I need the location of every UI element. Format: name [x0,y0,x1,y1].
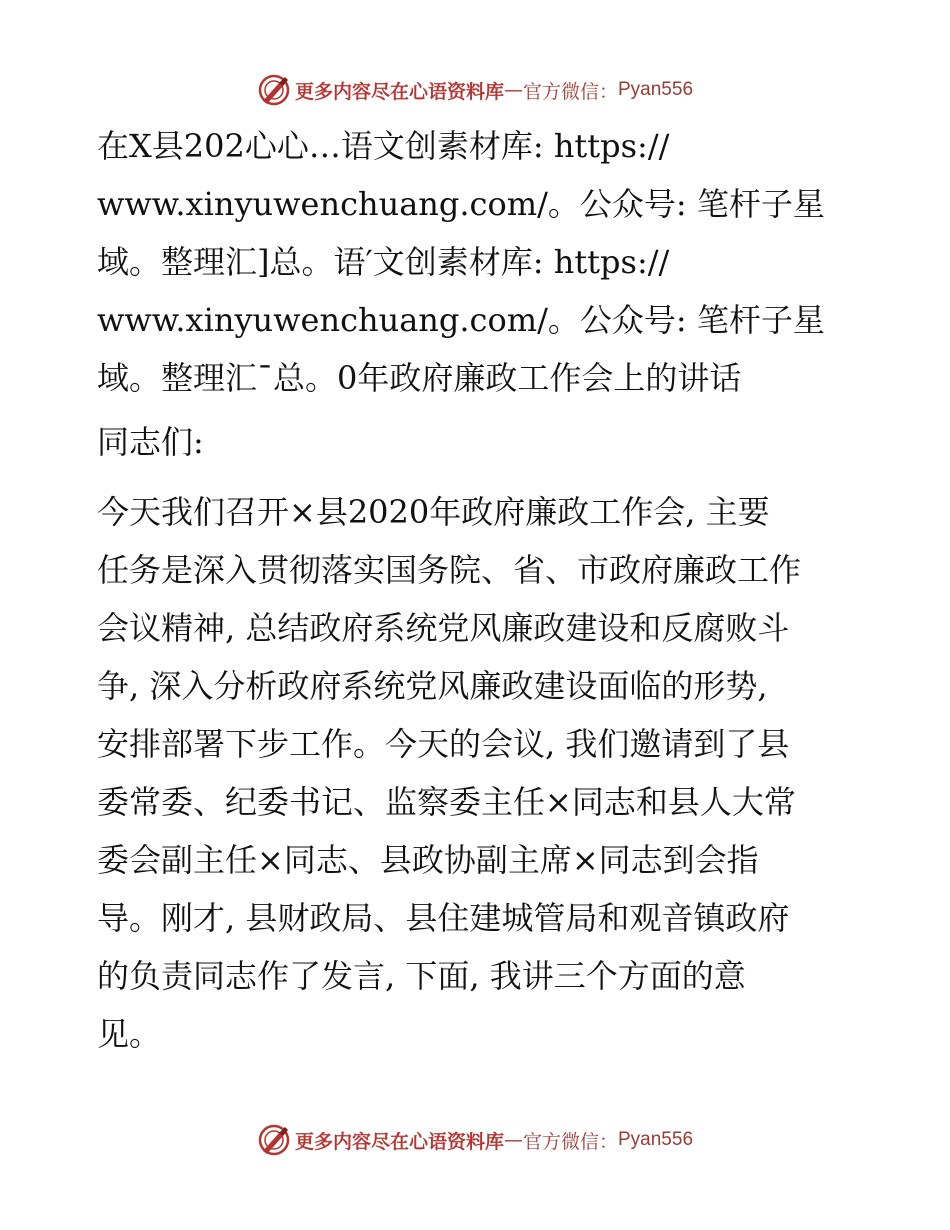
pen-logo-icon [257,73,291,107]
body-line: 任务是深入贯彻落实国务院、省、市政府廉政工作 [97,551,802,589]
body-line: 见。 [97,1015,162,1053]
title-line: www.xinyuwenchuang.com/。公众号: 笔杆子星 [97,301,825,339]
banner-official-label: 官方微信： [522,80,618,103]
banner-brand-text: 更多内容尽在心语资料库 [294,1130,504,1153]
body-line: 安排部署下步工作。今天的会议, 我们邀请到了县 [97,725,790,763]
body-line: 导。刚才, 县财政局、县住建城管局和观音镇政府 [97,899,790,937]
document-title [97,117,857,407]
title-line: 域。整理汇¯总。0年政府廉政工作会上的讲话 [97,359,742,397]
title-line: 在X县202心心…语文创素材库: https:// [97,127,670,165]
body-line: 委常委、纪委书记、监察委主任×同志和县人大常 [97,783,796,821]
banner-dash: — [503,1129,523,1151]
body-line: 会议精神, 总结政府系统党风廉政建设和反腐败斗 [97,609,790,647]
banner-wechat-handle: Pyan556 [618,1129,694,1150]
header-watermark-banner [0,70,950,110]
banner-brand-text: 更多内容尽在心语资料库 [294,80,504,103]
body-line: 争, 深入分析政府系统党风廉政建设面临的形势, [97,667,768,705]
greeting [97,413,857,471]
body-line: 今天我们召开×县2020年政府廉政工作会, 主要 [97,493,770,531]
body-line: 的负责同志作了发言, 下面, 我讲三个方面的意 [97,957,746,995]
banner-official-label: 官方微信： [522,1130,618,1153]
body-line: 委会副主任×同志、县政协副主席×同志到会指 [97,841,759,879]
footer-watermark-banner [0,1120,950,1160]
document-body [97,117,857,1063]
pen-logo-icon [257,1123,291,1157]
banner-wechat-handle: Pyan556 [618,79,694,100]
title-line: www.xinyuwenchuang.com/。公众号: 笔杆子星 [97,185,825,223]
greeting-text: 同志们: [97,423,204,461]
title-line: 域。整理汇]总。语′文创素材库: https:// [97,243,670,281]
banner-dash: — [503,79,523,101]
body-paragraph [97,483,857,1063]
